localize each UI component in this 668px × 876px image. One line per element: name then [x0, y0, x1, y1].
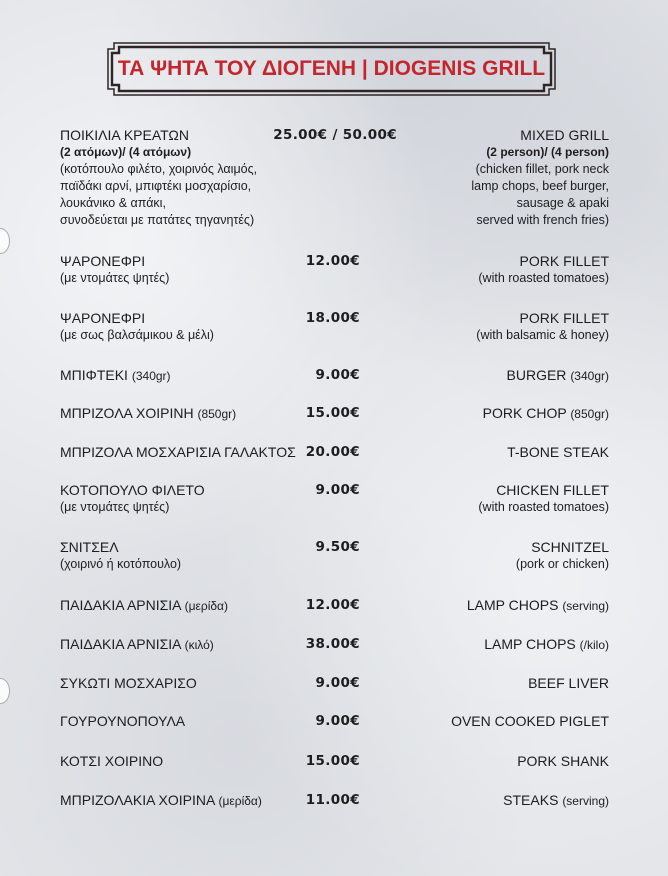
item-price: 9.00€	[315, 675, 360, 691]
item-desc-en: lamp chops, beef burger,	[471, 179, 609, 193]
item-name-gr: ΜΠΡΙΖΟΛΑ ΧΟΙΡΙΝΗ	[60, 405, 194, 421]
menu-item-schnitzel	[0, 539, 668, 573]
item-name-en: PORK FILLET	[519, 253, 609, 269]
menu-item-pork-fillet-tomatoes	[0, 253, 668, 287]
item-desc-en: sausage & apaki	[516, 196, 609, 210]
item-name-gr: ΨΑΡΟΝΕΦΡΙ	[60, 253, 146, 269]
title-banner	[107, 42, 556, 96]
item-desc-en: served with french fries)	[476, 213, 609, 227]
item-name-gr-group	[60, 636, 214, 654]
item-desc-en: (chicken fillet, pork neck	[475, 162, 609, 176]
item-desc-gr: (με ντομάτες ψητές)	[60, 500, 170, 514]
item-desc-en: (with balsamic & honey)	[476, 328, 609, 342]
item-name-gr: ΨΑΡΟΝΕΦΡΙ	[60, 310, 146, 326]
menu-item-pork-shank	[0, 753, 668, 770]
menu-title: ΤΑ ΨΗΤΑ ΤΟΥ ΔΙΟΓΕΝΗ | DIOGENIS GRILL	[117, 57, 546, 80]
item-price: 15.00€	[305, 753, 360, 769]
item-price: 20.00€	[305, 444, 360, 460]
item-name-gr-group	[60, 405, 236, 423]
item-name-gr: ΚΟΤΟΠΟΥΛΟ ΦΙΛΕΤΟ	[60, 482, 205, 498]
item-persons-gr: (2 ατόμων)/ (4 ατόμων)	[60, 145, 192, 159]
menu-item-steaks	[0, 792, 668, 809]
item-desc-en: (with roasted tomatoes)	[478, 271, 609, 285]
item-desc-gr: (με ντομάτες ψητές)	[60, 271, 170, 285]
item-name-en: PORK CHOP	[482, 405, 567, 421]
item-price: 25.00€ / 50.00€	[273, 127, 397, 143]
item-price: 18.00€	[305, 310, 360, 326]
item-name-en: CHICKEN FILLET	[496, 482, 609, 498]
item-price: 11.00€	[305, 792, 360, 808]
item-name-gr: ΠΑΙΔΑΚΙΑ ΑΡΝΙΣΙΑ	[60, 636, 181, 652]
item-price: 12.00€	[305, 253, 360, 269]
menu-item-pork-chop	[0, 405, 668, 422]
item-name-gr: ΓΟΥΡΟΥΝΟΠΟΥΛΑ	[60, 713, 186, 729]
item-desc-gr: λουκάνικο & απάκι,	[60, 196, 166, 210]
item-name-en: PORK FILLET	[519, 310, 609, 326]
item-name-gr: ΜΠΙΦΤΕΚΙ	[60, 367, 128, 383]
item-unit-gr: (κιλό)	[184, 638, 214, 652]
item-name-gr: ΣΝΙΤΣΕΛ	[60, 539, 119, 555]
item-desc-en: (pork or chicken)	[515, 557, 609, 571]
item-name-gr: ΜΠΡΙΖΟΛΑ ΜΟΣΧΑΡΙΣΙΑ ΓΑΛΑΚΤΟΣ	[60, 444, 296, 460]
item-name-en: T-BONE STEAK	[507, 444, 609, 460]
menu-item-lamb-chops-kilo	[0, 636, 668, 653]
item-desc-gr: (κοτόπουλο φιλέτο, χοιρινός λαιμός,	[60, 162, 258, 176]
item-name-gr-group	[60, 597, 228, 615]
item-name-gr: ΣΥΚΩΤΙ ΜΟΣΧΑΡΙΣΟ	[60, 675, 197, 691]
item-desc-gr: συνοδεύεται με πατάτες τηγανητές)	[60, 213, 255, 227]
item-name-en: SCHNITZEL	[531, 539, 609, 555]
item-unit-en: (serving)	[562, 599, 609, 613]
item-name-en-group	[484, 636, 609, 654]
item-unit-en: (850gr)	[570, 407, 609, 421]
item-name-en: OVEN COOKED PIGLET	[451, 713, 609, 729]
item-name-en-group	[503, 792, 609, 810]
menu-item-lamb-chops-serving	[0, 597, 668, 614]
menu-item-chicken-fillet	[0, 482, 668, 516]
item-price: 12.00€	[305, 597, 360, 613]
item-unit-en: (/kilo)	[579, 638, 609, 652]
item-name-gr-group	[60, 792, 262, 810]
menu-item-beef-liver	[0, 675, 668, 692]
item-unit-en: (serving)	[562, 794, 609, 808]
item-price: 9.00€	[315, 713, 360, 729]
item-name-en-group	[507, 367, 609, 385]
item-name-en: LAMP CHOPS	[484, 636, 576, 652]
item-price: 9.00€	[315, 367, 360, 383]
menu-item-t-bone-steak	[0, 444, 668, 461]
item-unit-en: (340gr)	[570, 369, 609, 383]
item-price: 9.50€	[315, 539, 360, 555]
item-unit-gr: (340gr)	[131, 369, 171, 383]
item-persons-en: (2 person)/ (4 person)	[486, 145, 609, 159]
item-desc-gr: (χοιρινό ή κοτόπουλο)	[60, 557, 182, 571]
item-price: 9.00€	[315, 482, 360, 498]
item-desc-en: (with roasted tomatoes)	[478, 500, 609, 514]
item-unit-gr: (μερίδα)	[218, 794, 262, 808]
menu-item-mixed-grill	[0, 127, 668, 229]
menu-item-pork-fillet-balsamic	[0, 310, 668, 344]
item-name-gr: ΠΟΙΚΙΛΙΑ ΚΡΕΑΤΩΝ	[60, 127, 190, 143]
item-name-en: BEEF LIVER	[528, 675, 609, 691]
item-name-gr: ΜΠΡΙΖΟΛΑΚΙΑ ΧΟΙΡΙΝΑ	[60, 792, 215, 808]
item-name-gr: ΚΟΤΣΙ ΧΟΙΡΙΝΟ	[60, 753, 164, 769]
item-unit-gr: (850gr)	[197, 407, 237, 421]
punch-hole-top	[0, 228, 10, 254]
item-price: 38.00€	[305, 636, 360, 652]
item-unit-gr: (μερίδα)	[184, 599, 228, 613]
item-name-en: BURGER	[506, 367, 567, 383]
menu-item-piglet	[0, 713, 668, 730]
menu-item-burger	[0, 367, 668, 384]
item-name-en: PORK SHANK	[517, 753, 609, 769]
item-name-en: MIXED GRILL	[520, 127, 609, 143]
item-name-en-group	[467, 597, 609, 615]
item-name-en: LAMP CHOPS	[466, 597, 559, 613]
item-desc-gr: (με σως βαλσάμικου & μέλι)	[60, 328, 214, 342]
item-name-gr-group	[60, 367, 171, 385]
item-name-en: STEAKS	[503, 792, 559, 808]
item-name-en-group	[483, 405, 609, 423]
item-name-gr: ΠΑΙΔΑΚΙΑ ΑΡΝΙΣΙΑ	[60, 597, 181, 613]
item-price: 15.00€	[305, 405, 360, 421]
item-desc-gr: παϊδάκι αρνί, μπιφτέκι μοσχαρίσιο,	[60, 179, 252, 193]
